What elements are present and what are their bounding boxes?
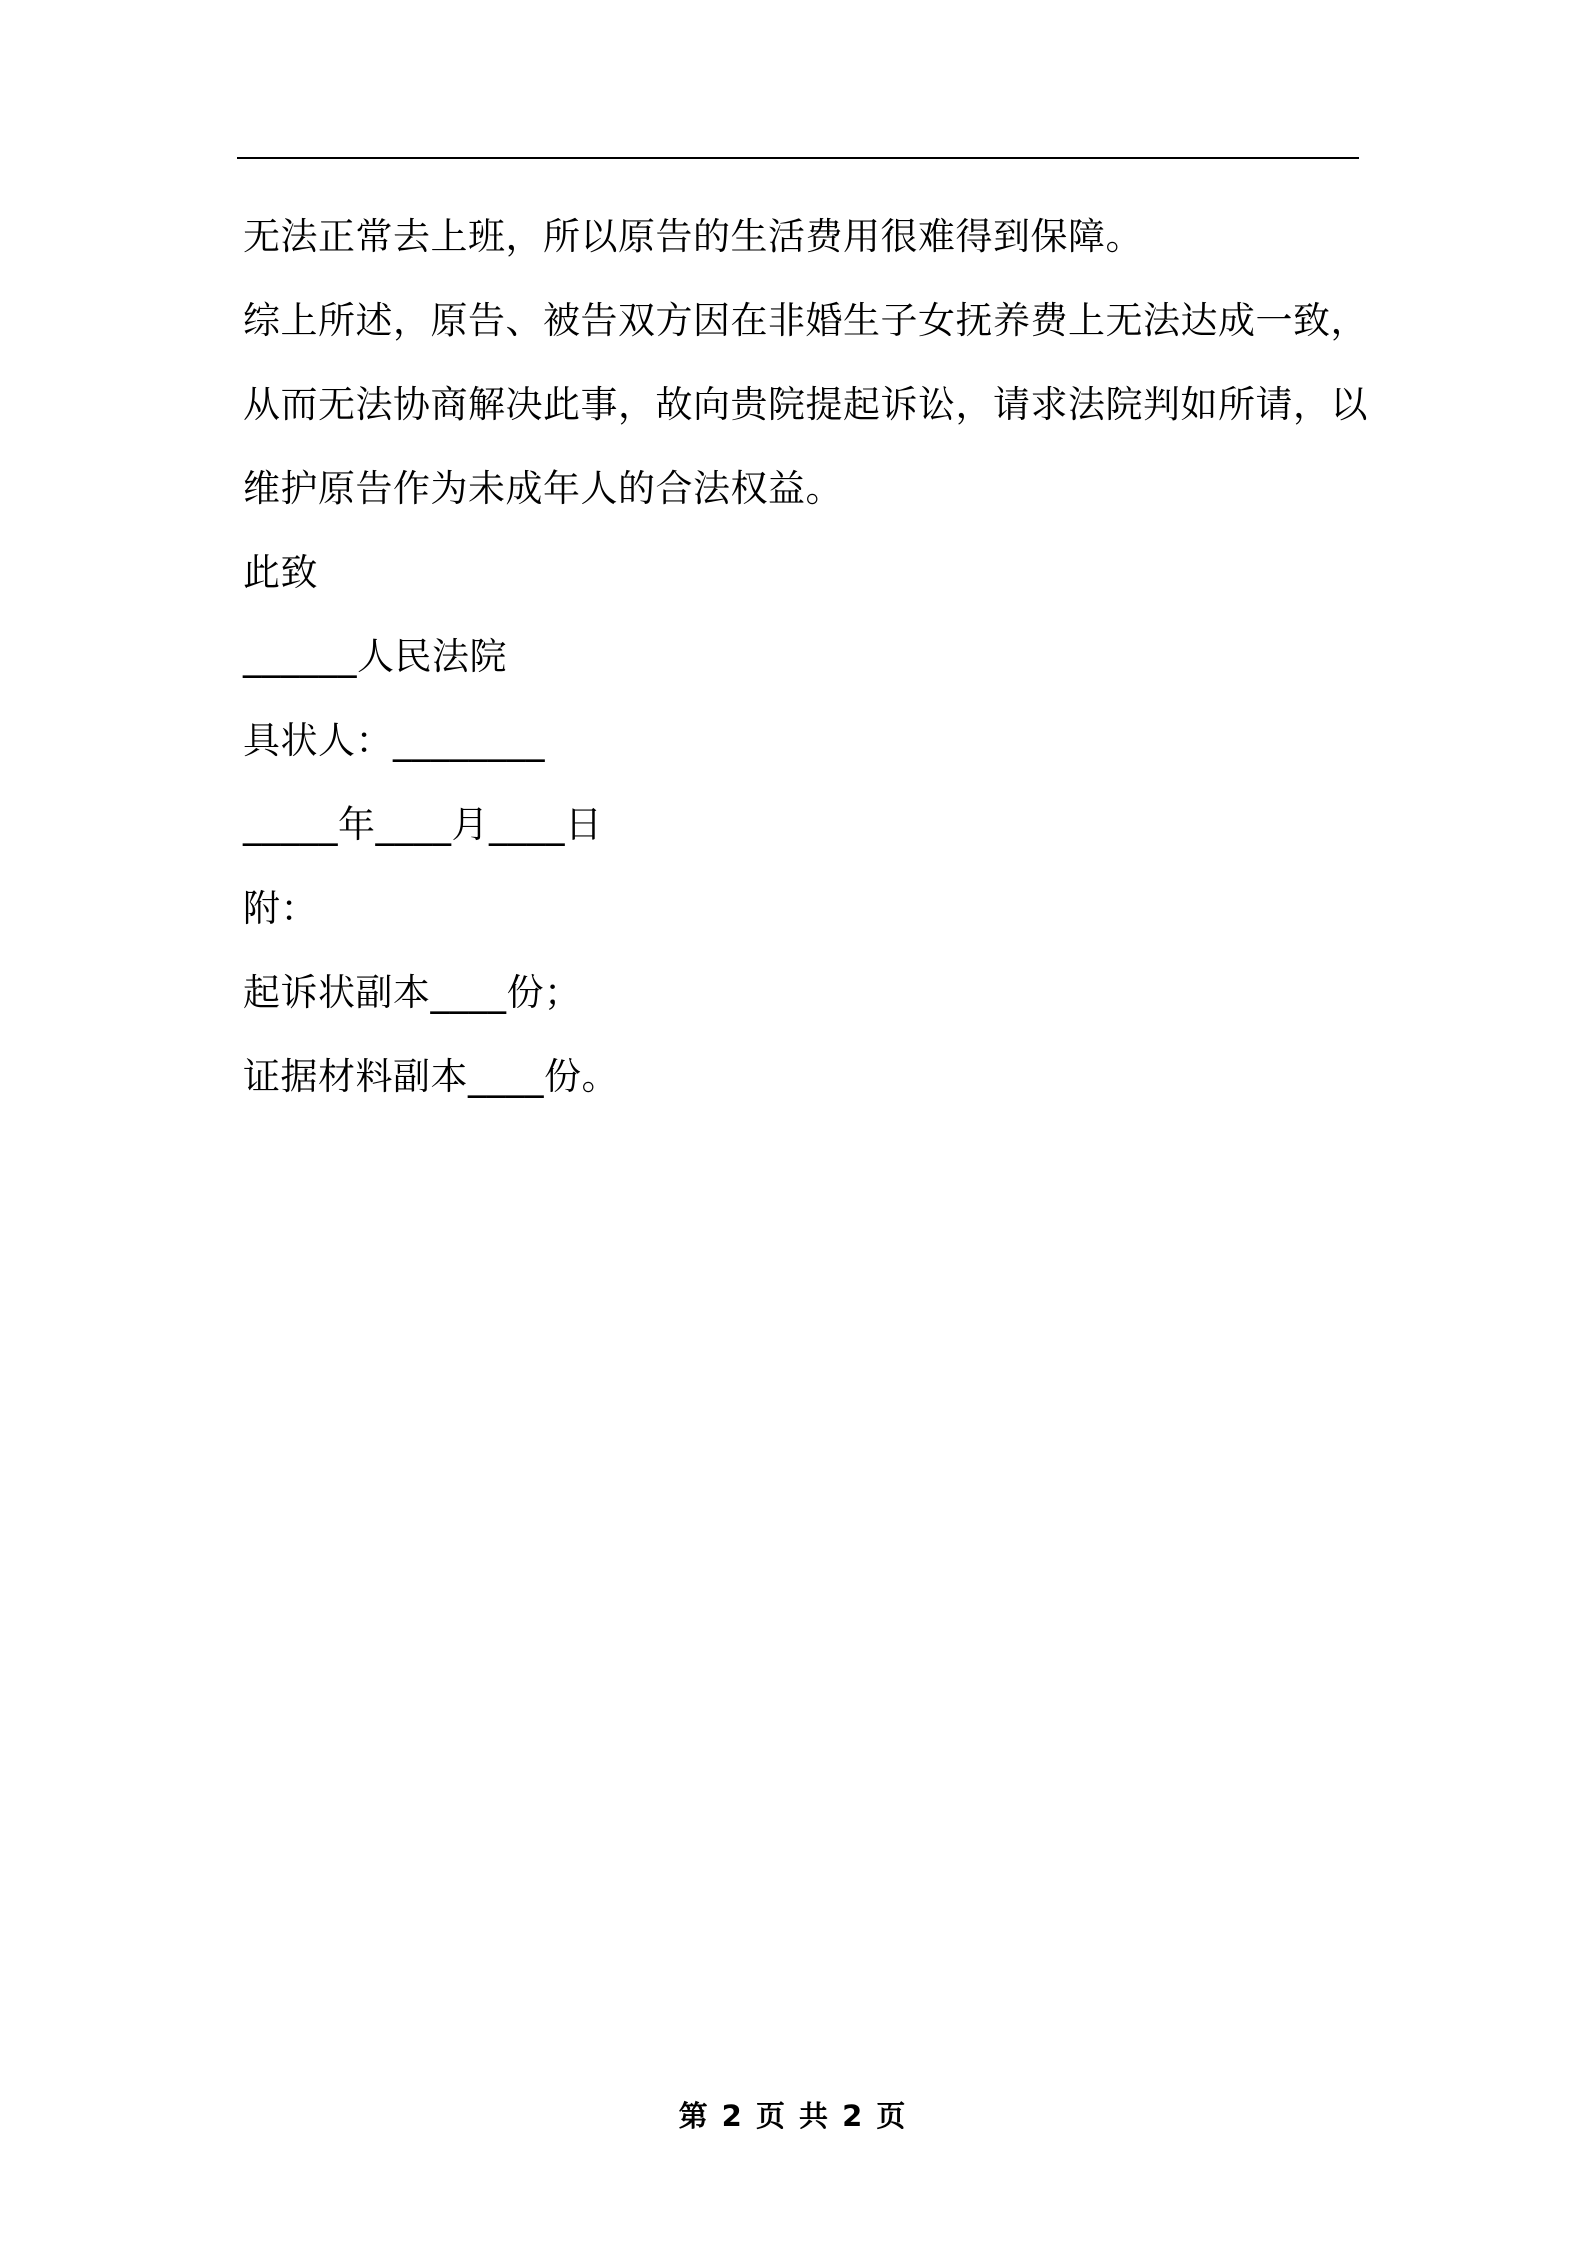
header-rule: [237, 157, 1359, 159]
court-addressee: ______人民法院: [243, 635, 507, 678]
date-line: _____年____月____日: [243, 803, 603, 846]
petitioner-signature: 具状人：________: [243, 719, 545, 762]
paragraph-line: 从而无法协商解决此事，故向贵院提起诉讼，请求法院判如所请，以: [243, 383, 1368, 426]
paragraph-line: 综上所述，原告、被告双方因在非婚生子女抚养费上无法达成一致，: [243, 299, 1368, 342]
attachment-item: 证据材料副本____份。: [243, 1055, 619, 1098]
document-body: [243, 195, 1368, 1119]
salutation: 此致: [243, 551, 318, 594]
paragraph-line: 维护原告作为未成年人的合法权益。: [243, 467, 843, 510]
paragraph-line: 无法正常去上班，所以原告的生活费用很难得到保障。: [243, 215, 1143, 258]
attachment-item: 起诉状副本____份；: [243, 971, 582, 1014]
page-number: 第 2 页 共 2 页: [678, 2099, 908, 2133]
attachments-heading: 附：: [243, 887, 318, 930]
